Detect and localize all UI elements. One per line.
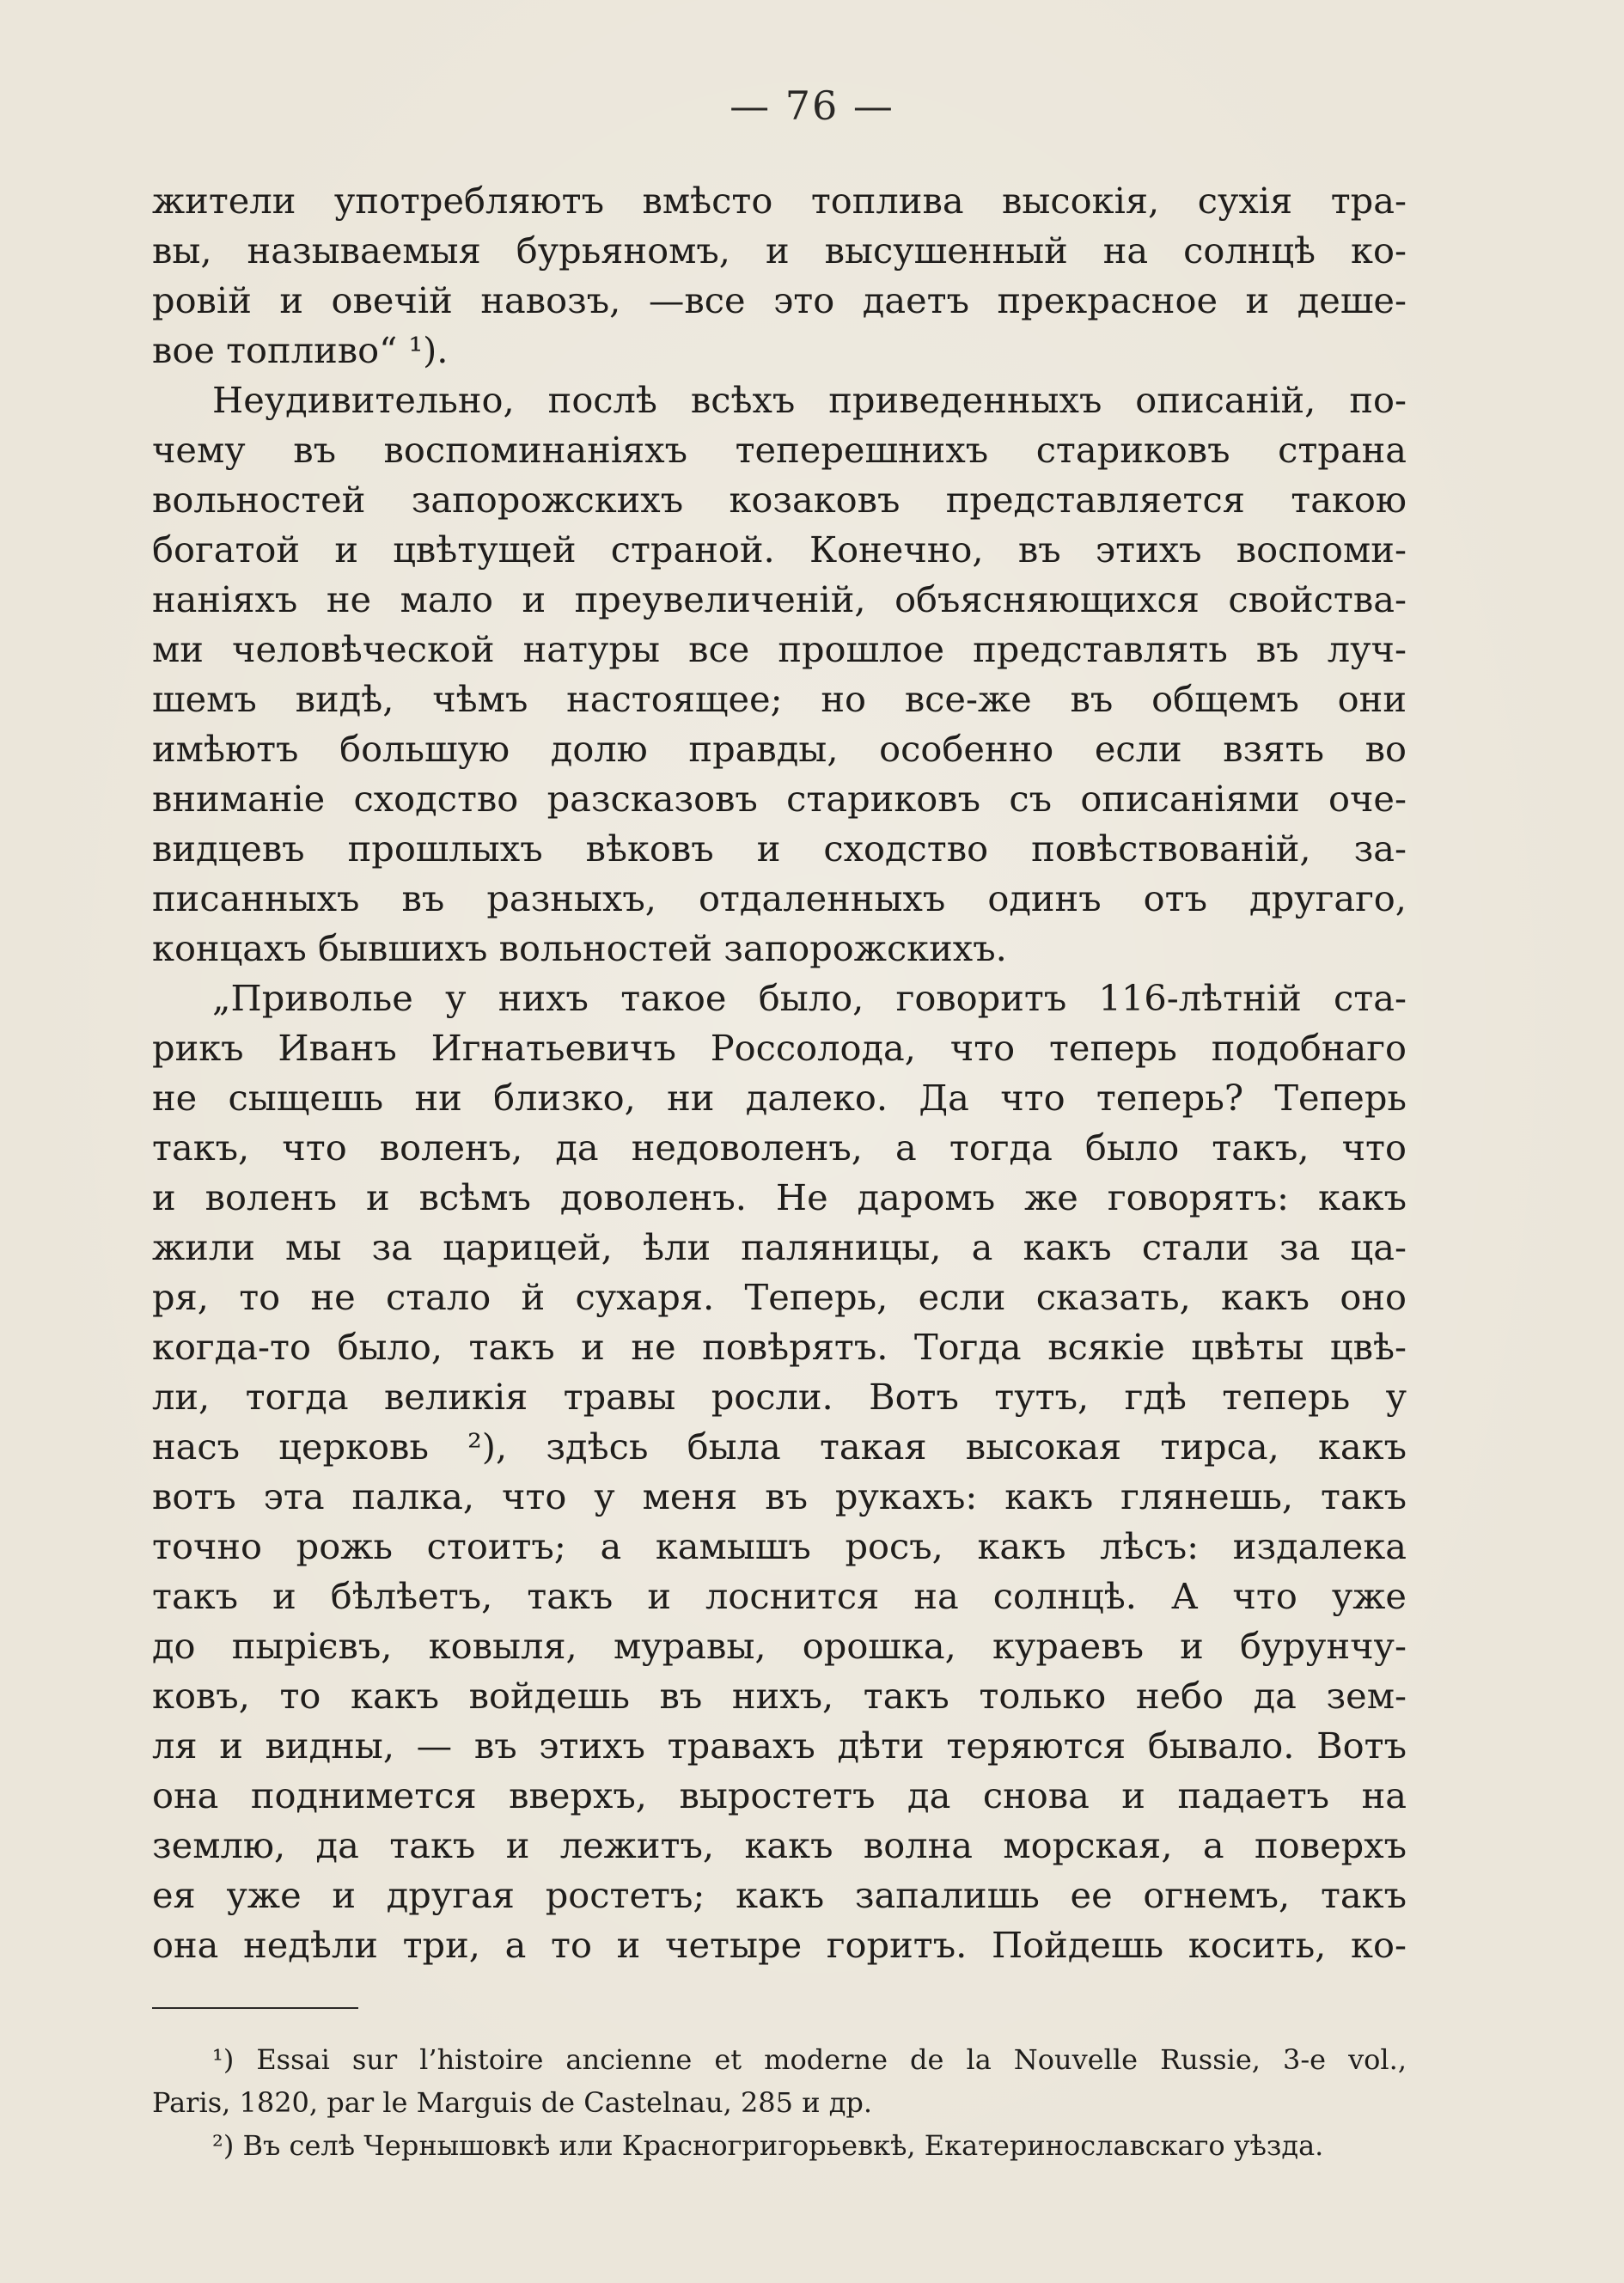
text-line: ровій и овечій навозъ, —все это даетъ прекрасное и деше- — [152, 279, 1407, 321]
page-number: — 76 — — [730, 82, 894, 129]
text-line: концахъ бывшихъ вольностей запорожскихъ. — [152, 927, 1007, 969]
text-line: ря, то не стало й сухаря. Теперь, если сказать, какъ оно — [152, 1276, 1407, 1318]
text-line: ея уже и другая ростетъ; какъ запалишь ее огнемъ, такъ — [152, 1874, 1407, 1916]
text-line: и воленъ и всѣмъ доволенъ. Не даромъ же говорятъ: какъ — [152, 1176, 1407, 1218]
text-line: вы, называемыя бурьяномъ, и высушенный на солнцѣ ко- — [152, 229, 1407, 272]
text-line: вотъ эта палка, что у меня въ рукахъ: какъ глянешь, такъ — [152, 1475, 1407, 1517]
text-line: точно рожь стоитъ; а камышъ росъ, какъ лѣсъ: издалека — [152, 1525, 1407, 1567]
text-line: вольностей запорожскихъ козаковъ представляется такою — [152, 479, 1407, 521]
text-line: богатой и цвѣтущей страной. Конечно, въ этихъ воспоми- — [152, 528, 1407, 571]
text-line: жили мы за царицей, ѣли паляницы, а какъ стали за ца- — [152, 1226, 1407, 1268]
text-line: такъ и бѣлѣетъ, такъ и лоснится на солнцѣ. А что уже — [152, 1575, 1407, 1617]
text-line: писанныхъ въ разныхъ, отдаленныхъ одинъ отъ другаго, — [152, 877, 1407, 919]
text-line: Неудивительно, послѣ всѣхъ приведенныхъ описаній, по- — [212, 379, 1407, 421]
text-line: до пырієвъ, ковыля, муравы, орошка, кураевъ и бурунчу- — [152, 1625, 1407, 1667]
text-line: она недѣли три, а то и четыре горитъ. Пойдешь косить, ко- — [152, 1924, 1407, 1966]
text-line: ковъ, то какъ войдешь въ нихъ, такъ только небо да зем- — [152, 1675, 1407, 1717]
text-line: рикъ Иванъ Игнатьевичъ Россолода, что теперь подобнаго — [152, 1027, 1407, 1069]
text-line: землю, да такъ и лежитъ, какъ волна морская, а поверхъ — [152, 1824, 1407, 1866]
footnote-divider — [152, 2007, 358, 2009]
text-line: жители употребляютъ вмѣсто топлива высокія, сухія тра- — [152, 180, 1407, 222]
text-line: такъ, что воленъ, да недоволенъ, а тогда было такъ, что — [152, 1126, 1407, 1169]
footnotes — [152, 2038, 1407, 2167]
text-line: вое топливо“ ¹). — [152, 329, 449, 371]
text-line: вниманіе сходство разсказовъ стариковъ съ описаніями оче- — [152, 778, 1407, 820]
text-line: чему въ воспоминаніяхъ теперешнихъ стариковъ страна — [152, 429, 1407, 471]
text-line: видцевъ прошлыхъ вѣковъ и сходство повѣствованій, за- — [152, 827, 1407, 870]
text-line: „Приволье у нихъ такое было, говоритъ 116-лѣтній ста- — [212, 977, 1407, 1019]
text-line: она поднимется вверхъ, выростетъ да снова и падаетъ на — [152, 1774, 1407, 1816]
footnote-line: Paris, 1820, par le Marguis de Castelnau, 285 и др. — [152, 2086, 873, 2119]
text-line: шемъ видѣ, чѣмъ настоящее; но все-же въ общемъ они — [152, 678, 1407, 720]
footnote-line: ²) Въ селѣ Чернышовкѣ или Красногригорьевкѣ, Екатеринославскаго уѣзда. — [212, 2129, 1324, 2162]
body-text — [152, 176, 1407, 1970]
text-line: когда-то было, такъ и не повѣрятъ. Тогда всякіе цвѣты цвѣ- — [152, 1326, 1407, 1368]
text-line: имѣютъ большую долю правды, особенно если взять во — [152, 728, 1407, 770]
text-line: насъ церковь ²), здѣсь была такая высокая тирса, какъ — [152, 1425, 1407, 1468]
text-line: ми человѣческой натуры все прошлое представлять въ луч- — [152, 628, 1407, 670]
text-line: ля и видны, — въ этихъ травахъ дѣти теряются бывало. Вотъ — [152, 1724, 1407, 1767]
footnote-line: ¹) Essai sur l’histoire ancienne et moderne de la Nouvelle Russie, 3-e vol., — [212, 2043, 1407, 2076]
text-line: не сыщешь ни близко, ни далеко. Да что теперь? Теперь — [152, 1077, 1407, 1119]
text-line: наніяхъ не мало и преувеличеній, объясняющихся свойства- — [152, 578, 1407, 620]
text-line: ли, тогда великія травы росли. Вотъ тутъ, гдѣ теперь у — [152, 1376, 1407, 1418]
